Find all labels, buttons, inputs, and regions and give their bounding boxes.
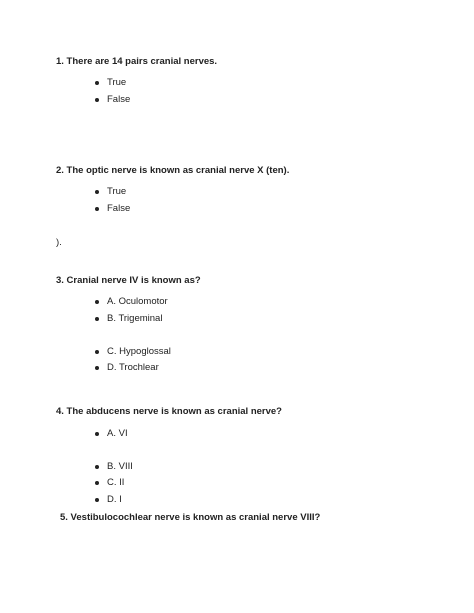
bullet-icon (95, 207, 99, 211)
bullet-icon (95, 190, 99, 194)
question-4-option-b (95, 461, 133, 472)
question-4-option-c (95, 477, 124, 488)
option-label: B. Trigeminal (107, 313, 163, 324)
question-2: 2. The optic nerve is known as cranial nerve X (ten). (56, 165, 290, 176)
question-3: 3. Cranial nerve IV is known as? (56, 275, 201, 286)
question-4: 4. The abducens nerve is known as cranial nerve? (56, 406, 282, 417)
bullet-icon (95, 317, 99, 321)
option-label: False (107, 203, 131, 214)
question-1-option-b (95, 94, 130, 105)
bullet-icon (95, 81, 99, 85)
option-label: True (107, 77, 127, 88)
option-label: D. I (107, 494, 122, 505)
bullet-icon (95, 98, 99, 102)
bullet-icon (95, 350, 99, 354)
option-label: A. VI (107, 428, 128, 439)
bullet-icon (95, 366, 99, 370)
question-3-option-d (95, 362, 159, 373)
question-1-option-a (95, 77, 126, 88)
option-label: C. Hypoglossal (107, 346, 171, 357)
option-label: C. II (107, 477, 125, 488)
bullet-icon (95, 432, 99, 436)
question-2-option-a (95, 186, 126, 197)
bullet-icon (95, 498, 99, 502)
option-label: D. Trochlear (107, 362, 159, 373)
question-5: 5. Vestibulocochlear nerve is known as cranial nerve VIII? (60, 512, 321, 523)
question-2-option-b (95, 203, 130, 214)
question-4-option-a (95, 428, 128, 439)
bullet-icon (95, 481, 99, 485)
question-4-option-d (95, 494, 122, 505)
option-label: B. VIII (107, 461, 133, 472)
stray-text: ). (56, 237, 62, 248)
option-label: False (107, 94, 131, 105)
bullet-icon (95, 465, 99, 469)
option-label: A. Oculomotor (107, 296, 168, 307)
question-1: 1. There are 14 pairs cranial nerves. (56, 56, 218, 67)
question-3-option-b (95, 313, 162, 324)
option-label: True (107, 186, 127, 197)
bullet-icon (95, 300, 99, 304)
question-3-option-c (95, 346, 171, 357)
question-3-option-a (95, 296, 168, 307)
